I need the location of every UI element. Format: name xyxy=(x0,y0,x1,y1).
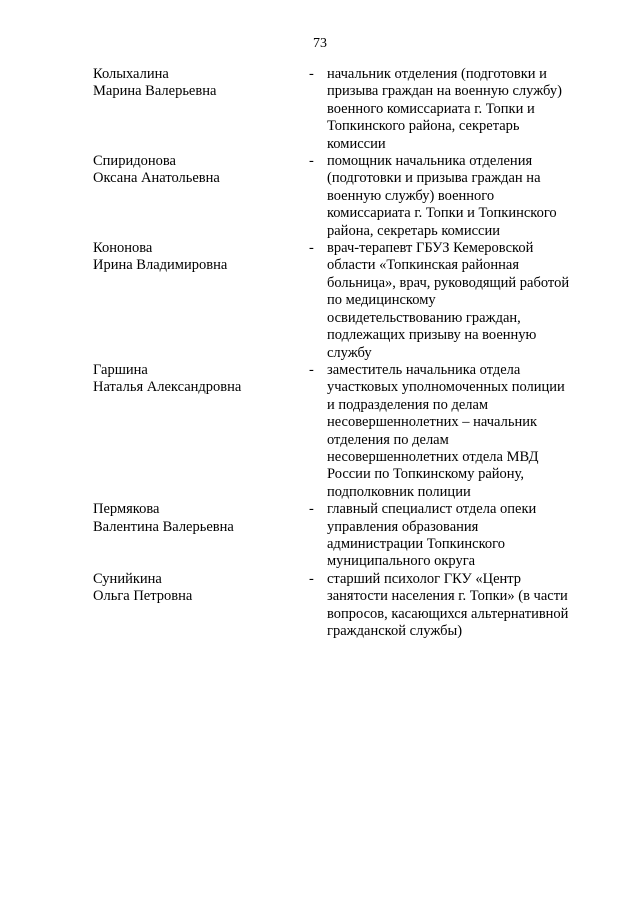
member-position xyxy=(327,240,585,362)
position-line: службу xyxy=(327,344,372,361)
member-position xyxy=(327,153,585,240)
position-line: отделения по делам xyxy=(327,431,449,448)
separator-dash: - xyxy=(309,501,314,518)
position-line: подлежащих призыву на военную xyxy=(327,327,537,344)
member-surname: Пермякова xyxy=(93,501,160,518)
member-surname: Колыхалина xyxy=(93,66,169,82)
position-line: главный специалист отдела опеки xyxy=(327,501,537,518)
member-position xyxy=(327,66,585,153)
position-line: несовершеннолетних отдела МВД xyxy=(327,448,539,465)
member-entry xyxy=(0,240,640,362)
position-line: больница», врач, руководящий работой xyxy=(327,274,570,291)
position-line: военного комиссариата г. Топки и xyxy=(327,100,535,117)
position-line: призыва граждан на военную службу) xyxy=(327,83,562,100)
member-position xyxy=(327,362,585,501)
member-entry xyxy=(0,66,640,153)
member-name xyxy=(93,501,293,536)
position-line: администрации Топкинского xyxy=(327,535,505,552)
position-line: старший психолог ГКУ «Центр xyxy=(327,570,522,587)
member-name xyxy=(93,571,293,606)
member-position xyxy=(327,501,585,571)
separator-dash: - xyxy=(309,361,314,378)
position-line: военную службу) военного xyxy=(327,187,495,204)
member-entry xyxy=(0,362,640,501)
member-given-names: Ольга Петровна xyxy=(93,588,193,605)
separator-dash: - xyxy=(309,153,314,170)
member-position xyxy=(327,571,585,641)
position-line: России по Топкинскому району, xyxy=(327,466,524,483)
member-name xyxy=(93,240,293,275)
position-line: области «Топкинская районная xyxy=(327,257,519,274)
member-surname: Сунийкина xyxy=(93,570,162,587)
position-line: подполковник полиции xyxy=(327,483,471,500)
member-entry xyxy=(0,501,640,571)
member-surname: Кононова xyxy=(93,240,153,257)
member-surname: Спиридонова xyxy=(93,153,176,170)
member-name xyxy=(93,153,293,188)
page-number: 73 xyxy=(313,36,327,51)
position-line: комиссии xyxy=(327,135,386,152)
member-name xyxy=(93,362,293,397)
member-given-names: Оксана Анатольевна xyxy=(93,170,220,187)
position-line: освидетельствованию граждан, xyxy=(327,309,521,326)
member-given-names: Валентина Валерьевна xyxy=(93,518,234,535)
member-given-names: Наталья Александровна xyxy=(93,379,242,396)
position-line: помощник начальника отделения xyxy=(327,153,533,170)
position-line: начальник отделения (подготовки и xyxy=(327,66,547,82)
position-line: врач-терапевт ГБУЗ Кемеровской xyxy=(327,240,534,257)
member-surname: Гаршина xyxy=(93,361,148,378)
position-line: района, секретарь комиссии xyxy=(327,222,500,239)
member-given-names: Марина Валерьевна xyxy=(93,83,217,100)
position-line: несовершеннолетних – начальник xyxy=(327,414,538,431)
position-line: занятости населения г. Топки» (в части xyxy=(327,588,568,605)
commission-member-list xyxy=(0,66,640,640)
member-name xyxy=(93,66,293,101)
position-line: заместитель начальника отдела xyxy=(327,361,521,378)
position-line: вопросов, касающихся альтернативной xyxy=(327,605,569,622)
member-entry xyxy=(0,153,640,240)
separator-dash: - xyxy=(309,240,314,257)
separator-dash: - xyxy=(309,66,314,82)
member-entry xyxy=(0,571,640,641)
position-line: управления образования xyxy=(327,518,479,535)
position-line: по медицинскому xyxy=(327,292,436,309)
member-given-names: Ирина Владимировна xyxy=(93,257,228,274)
separator-dash: - xyxy=(309,570,314,587)
position-line: комиссариата г. Топки и Топкинского xyxy=(327,205,557,222)
position-line: и подразделения по делам xyxy=(327,396,489,413)
position-line: участковых уполномоченных полиции xyxy=(327,379,565,396)
position-line: муниципального округа xyxy=(327,553,476,570)
position-line: Топкинского района, секретарь xyxy=(327,118,520,135)
position-line: (подготовки и призыва граждан на xyxy=(327,170,541,187)
position-line: гражданской службы) xyxy=(327,623,463,639)
